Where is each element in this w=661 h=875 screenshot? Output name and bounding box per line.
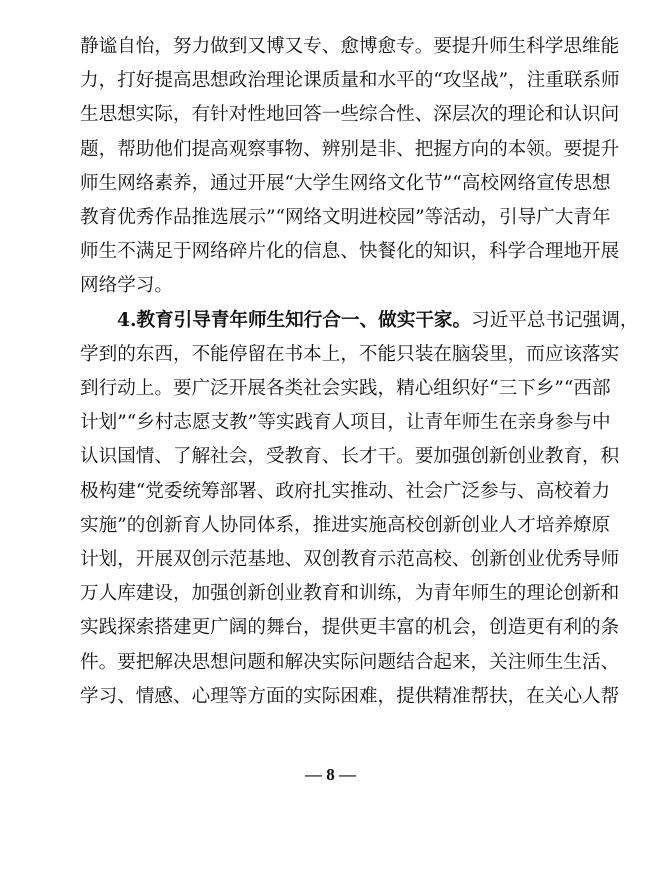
text-line: 到行动上。要广泛开展各类社会实践，精心组织好“三下乡”“西部	[80, 378, 611, 399]
text-line: 师生网络素养，通过开展“大学生网络文化节”“高校网络宣传思想	[80, 172, 611, 194]
text-line: 件。要把解决思想问题和解决实际问题结合起来，关注师生生活、	[80, 651, 620, 673]
text-line: 认识国情、了解社会，受教育、长才干。要加强创新创业教育，积	[80, 446, 620, 468]
text-line: 实施”的创新育人协同体系，推进实施高校创新创业人才培养燎原	[80, 514, 611, 536]
text-line: 极构建“党委统筹部署、政府扎实推动、社会广泛参与、高校着力	[80, 480, 611, 502]
text-line: 学到的东西，不能停留在书本上，不能只装在脑袋里，而应该落实	[80, 343, 620, 365]
text-line: 万人库建设，加强创新创业教育和训练，为青年师生的理论创新和	[80, 583, 620, 605]
text-line: 题，帮助他们提高观察事物、辨别是非、把握方向的本领。要提升	[80, 138, 620, 160]
section-heading: 4.教育引导青年师生知行合一、做实干家。	[117, 309, 472, 331]
page-number: — 8 —	[305, 765, 356, 784]
text-line: 生思想实际，有针对性地回答一些综合性、深层次的理论和认识问	[80, 104, 620, 126]
heading-continuation: 习近平总书记强调，	[471, 309, 639, 331]
text-line: 计划”“乡村志愿支教”等实践育人项目，让青年师生在亲身参与中	[80, 412, 611, 434]
text-line: 计划，开展双创示范基地、双创教育示范高校、创新创业优秀导师	[80, 549, 620, 570]
text-line: 师生不满足于网络碎片化的信息、快餐化的知识，科学合理地开展	[80, 241, 620, 263]
text-line: 力，打好提高思想政治理论课质量和水平的“攻坚战”，注重联系师	[80, 70, 620, 92]
text-line: 实践探索搭建更广阔的舞台，提供更丰富的机会，创造更有利的条	[80, 617, 620, 639]
text-line: 教育优秀作品推选展示”“网络文明进校园”等活动，引导广大青年	[80, 207, 611, 228]
paragraph-first-line	[117, 304, 639, 338]
text-line: 学习、情感、心理等方面的实际困难，提供精准帮扶，在关心人帮	[80, 685, 620, 707]
text-line: 静谧自怡，努力做到又博又专、愈博愈专。要提升师生科学思维能	[80, 36, 620, 57]
text-line: 网络学习。	[80, 275, 173, 297]
